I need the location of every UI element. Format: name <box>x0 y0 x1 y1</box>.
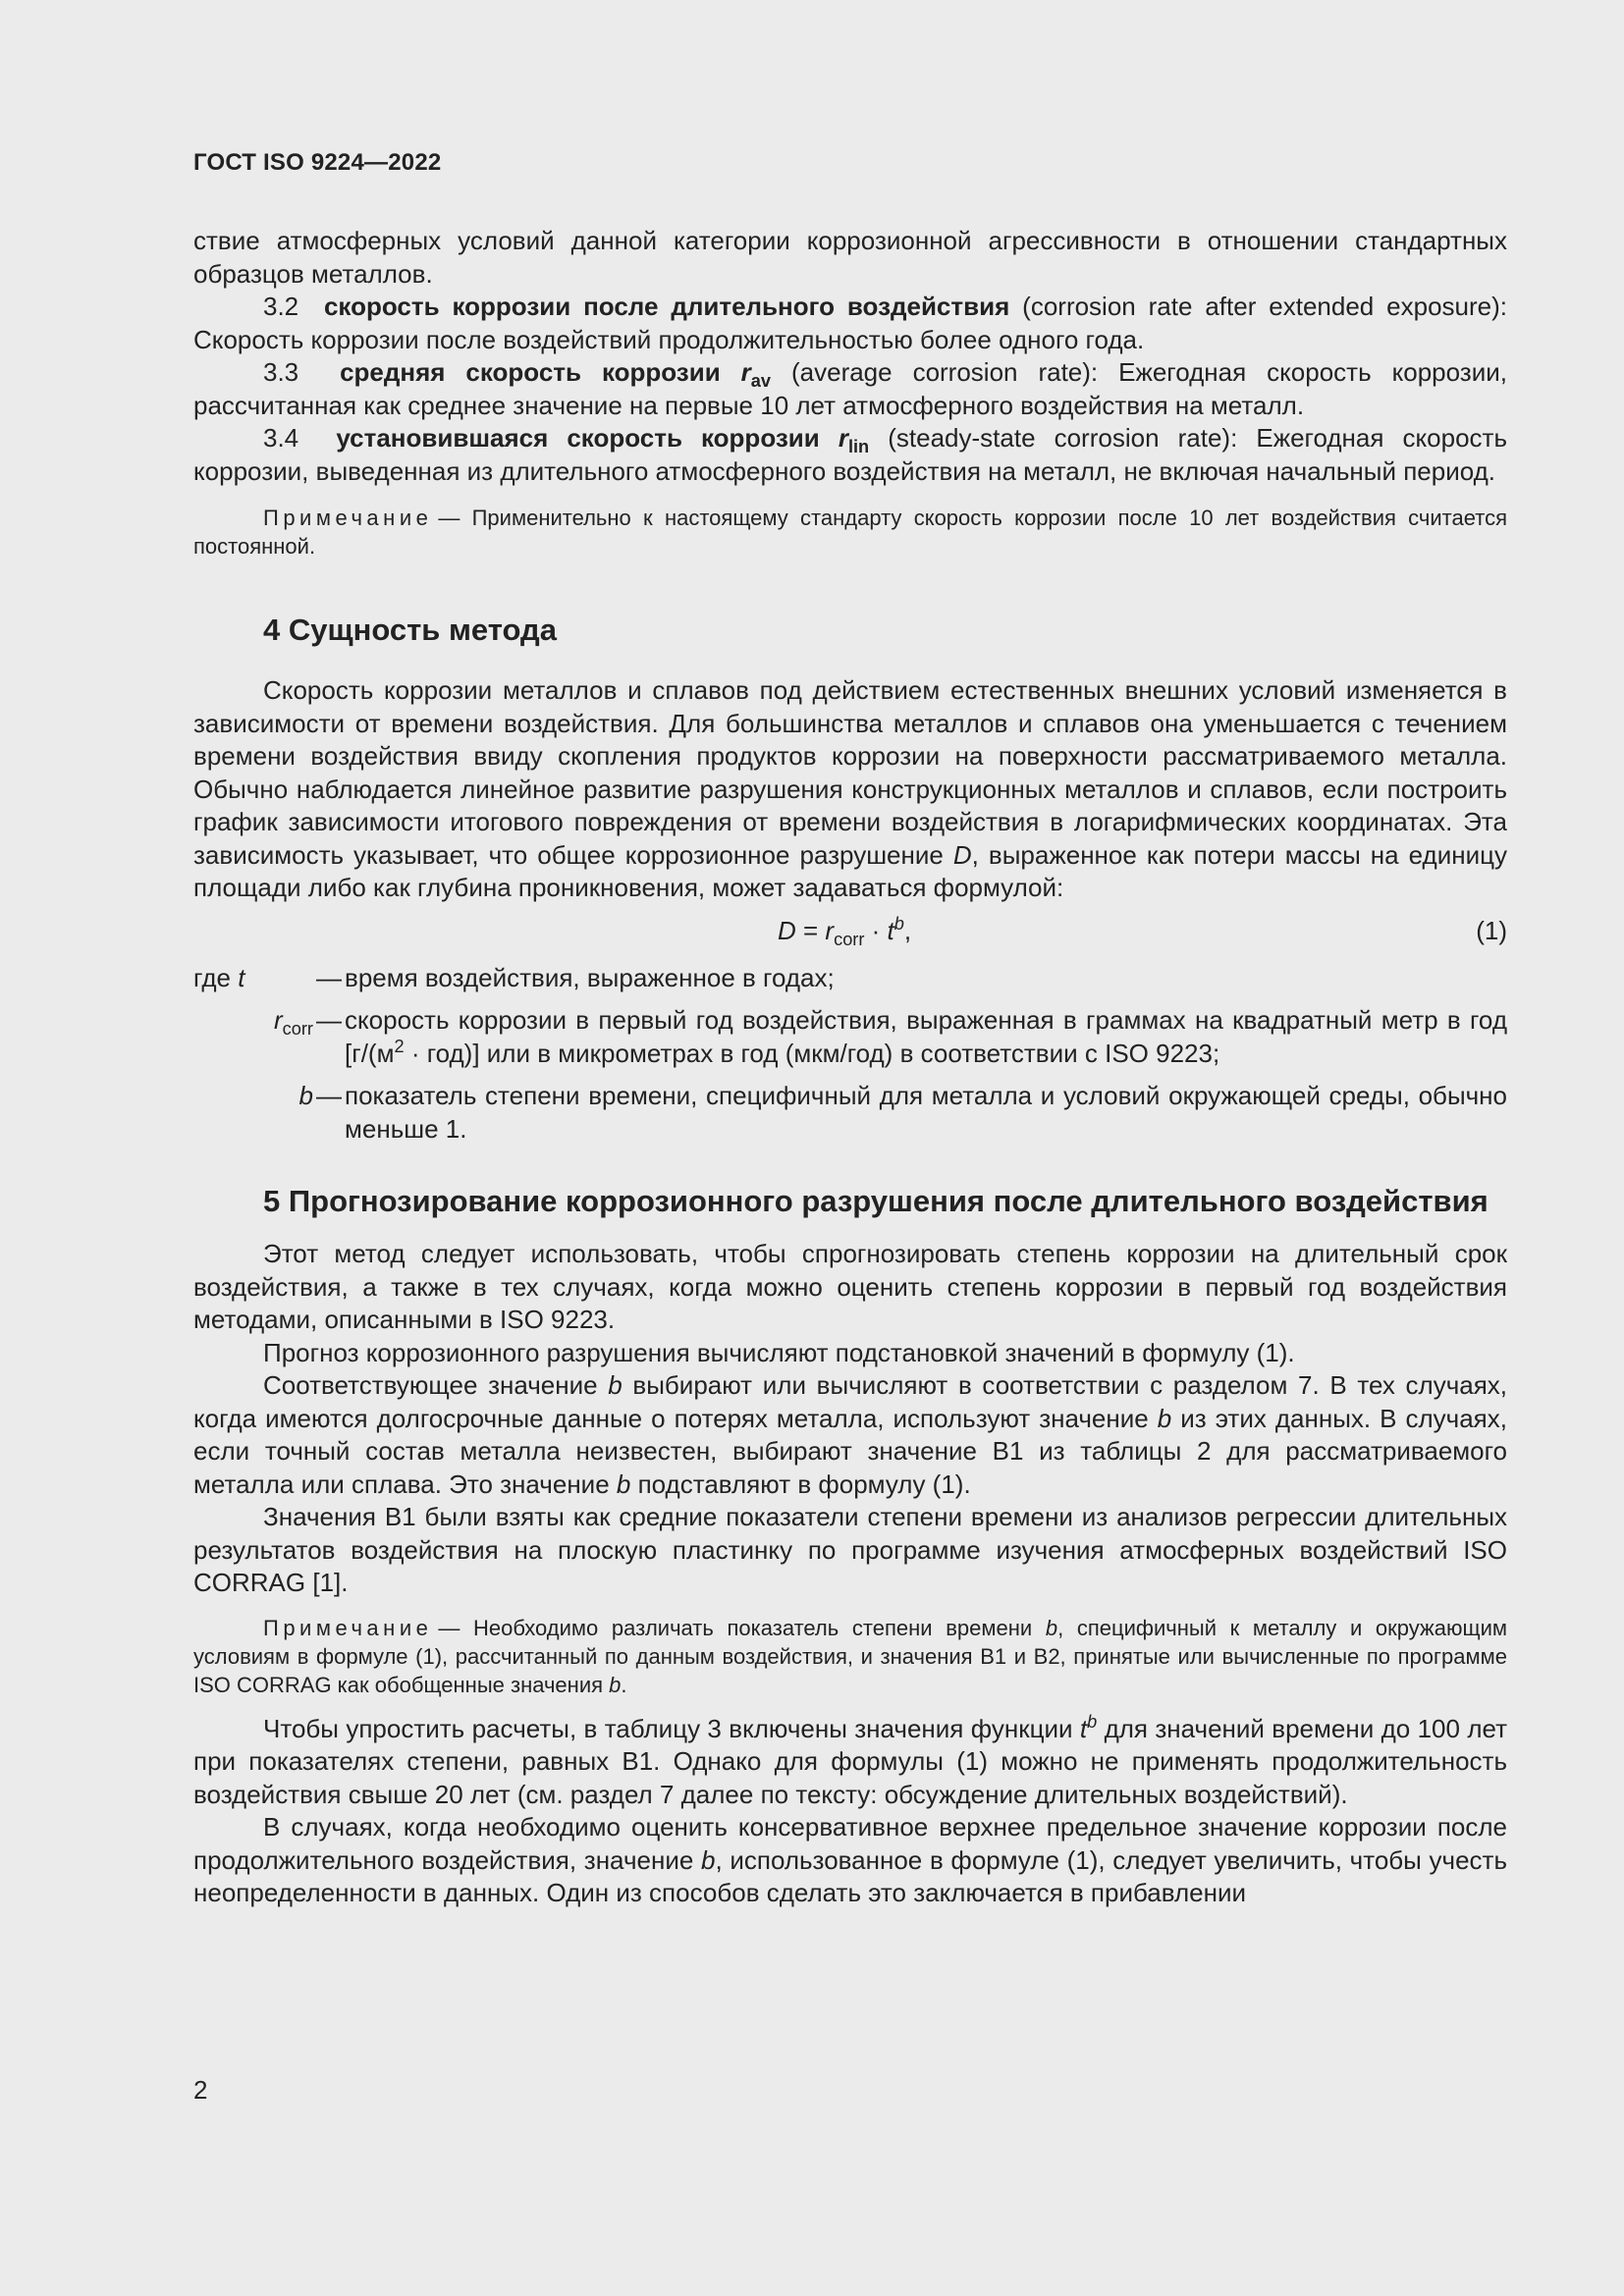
definition-3-3-term: средняя скорость коррозии <box>340 357 721 387</box>
section-5-title: 5 Прогнозирование коррозионного разрушения после длительного воздействия <box>263 1184 1489 1218</box>
section-5-paragraph-1: Этот метод следует использовать, чтобы спрогнозировать степень коррозии на длительный срок воздействия, а также в тех случаях, когда можно оценить степень коррозии в первый год воздействия методами, описанными в ISO 9223. <box>193 1239 1507 1334</box>
section-4-paragraph: Скорость коррозии металлов и сплавов под действием естественных внешних условий изменяется в зависимости от времени воздействия. Для большинства металлов и сплавов она уменьшается с течением времени воздействия ввиду скопления продуктов коррозии на поверхности рассматриваемого металла. Обычно наблюдается линейное развитие разрушения конструкционных металлов и сплавов, если построить график зависимости итогового повреждения от времени воздействия в логарифмических координатах. Эта зависимость указывает, что общее коррозионное разрушение D, выраженное как потери массы на единицу площади либо как глубина проникновения, может задаваться формулой: <box>193 675 1507 902</box>
definition-3-2-term: скорость коррозии после длительного воздействия <box>323 292 1010 321</box>
section-5-paragraph-5: Чтобы упростить расчеты, в таблицу 3 включены значения функции $t^b$ для значений времени до 100 лет при показателях степени, равных В1. Однако для формулы (1) можно не применять продолжительность воздействия свыше 20 лет (см. раздел 7 далее по тексту: обсуждение длительных воздействий). <box>193 1711 1507 1809</box>
note-constant-rate: Примечание — Применительно к настоящему стандарту скорость коррозии после 10 лет воздействия считается постоянной. <box>193 506 1507 559</box>
section-5-paragraph-4: Значения В1 были взяты как средние показатели степени времени из анализов регрессии длительных результатов воздействия на плоскую пластинку по программе изучения атмосферных воздействий ISO CORRAG [1]. <box>193 1502 1507 1597</box>
definition-3-4: 3.4 установившаяся скорость коррозии $r_{lin}$ (steady-state corrosion rate): Ежегодная скорость коррозии, выведенная из длительного атмосферного воздействия на металл, не включая начальный период. <box>193 423 1507 486</box>
section-4-title: 4 Сущность метода <box>263 613 557 647</box>
definition-t: где t — время воздействия, выраженное в годах; <box>193 962 835 992</box>
document-code-header: ГОСТ ISO 9224—2022 <box>193 149 442 176</box>
section-5-paragraph-6: В случаях, когда необходимо оценить консервативное верхнее предельное значение коррозии после продолжительного воздействия, значение b, использованное в формуле (1), следует увеличить, чтобы учесть неопределенности в данных. Один из способов сделать это заключается в прибавлении <box>193 1812 1507 1907</box>
formula-definitions <box>193 962 1507 1147</box>
section-5-paragraph-3: Соответствующее значение b выбирают или вычисляют в соответствии с разделом 7. В тех случаях, когда имеются долгосрочные данные о потерях металла, используют значение b из этих данных. В случаях, если точный состав металла неизвестен, выбирают значение В1 из таблицы 2 для рассматриваемого металла или сплава. Это значение b подставляют в формулу (1). <box>193 1370 1507 1499</box>
page-number: 2 <box>193 2075 208 2105</box>
section-5-paragraph-2: Прогноз коррозионного разрушения вычисляют подстановкой значений в формулу (1). <box>263 1337 1295 1367</box>
page-content <box>193 225 1507 1910</box>
definition-3-2: 3.2 скорость коррозии после длительного воздействия (corrosion rate after extended exposure): Скорость коррозии после воздействий продолжительностью более одного года. <box>193 292 1507 354</box>
note-exponent: Примечание — Необходимо различать показатель степени времени b, специфичный к металлу и окружающим условиям в формуле (1), рассчитанный по данным воздействия, и значения В1 и В2, принятые или вычисленные по программе ISO CORRAG как обобщенные значения b. <box>193 1615 1507 1697</box>
definition-b: b — показатель степени времени, специфичный для металла и условий окружающей среды, обычно меньше 1. <box>298 1081 1507 1144</box>
definition-3-4-term: установившаяся скорость коррозии <box>336 423 820 453</box>
formula-expression: $D = r_{corr} \cdot t^b$, <box>778 913 912 949</box>
definition-3-3: 3.3 средняя скорость коррозии $r_{av}$ (average corrosion rate): Ежегодная скорость коррозии, рассчитанная как среднее значение на первые 10 лет атмосферного воздействия на металл. <box>193 357 1507 420</box>
formula-1 <box>193 911 1507 954</box>
paragraph-continuation: ствие атмосферных условий данной категории коррозионной агрессивности в отношении стандартных образцов металлов. <box>193 226 1507 289</box>
formula-number: (1) <box>1476 915 1507 945</box>
definition-r-corr: $r_{corr}$ — скорость коррозии в первый год воздействия, выраженная в граммах на квадратный метр в год $[г/(м^2 \cdot год)]$ или в микрометрах в год (мкм/год) в соответствии с ISO 9223; <box>274 1005 1507 1068</box>
